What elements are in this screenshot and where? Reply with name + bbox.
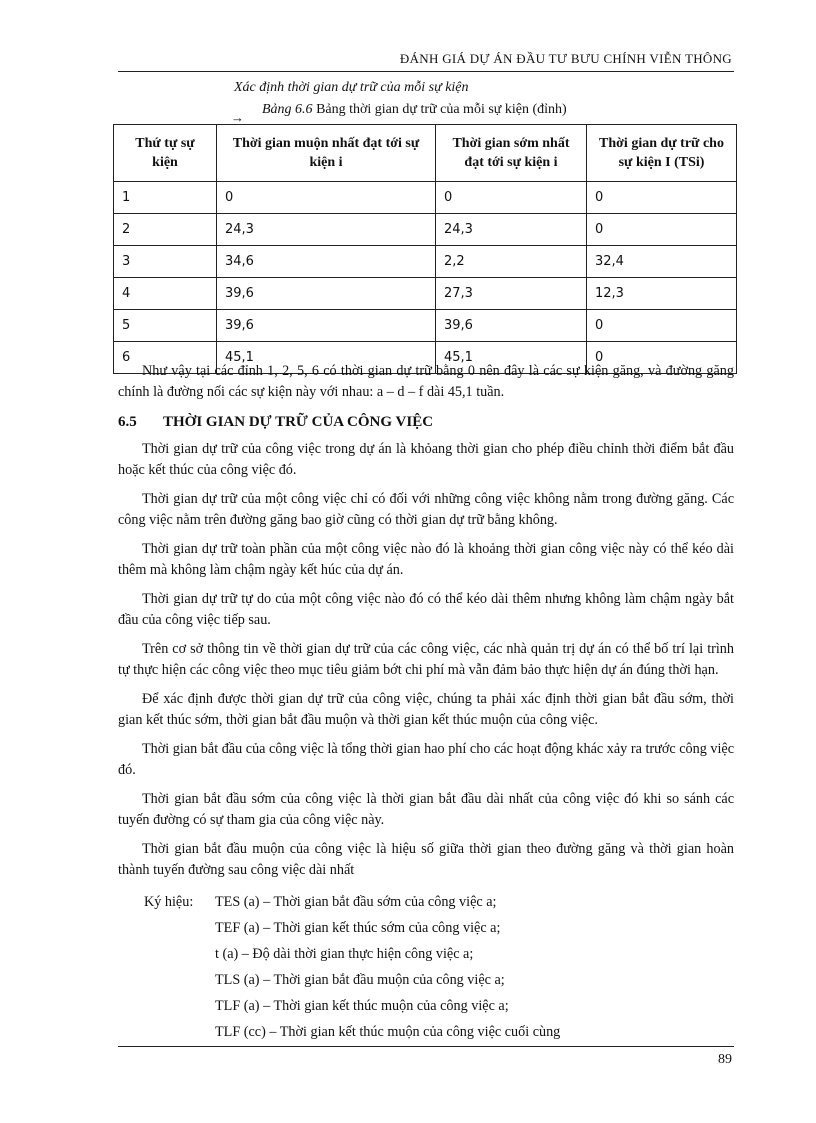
paragraph: Để xác định được thời gian dự trữ của công việc, chúng ta phải xác định thời gian bắt đầu sớm, thời gian kết thúc sớm, thời gian bắt đầu muộn và thời gian kết thúc muộn của công việc. — [118, 691, 734, 728]
notation-row — [118, 967, 734, 993]
page-number: 89 — [718, 1052, 732, 1067]
header-earliest-time: Thời gian sớm nhất đạt tới sự kiện i — [436, 125, 587, 182]
table-row — [114, 278, 737, 310]
cell-earliest: 39,6 — [436, 310, 587, 342]
table-caption-text: Bảng thời gian dự trữ của mỗi sự kiện (đỉnh) — [316, 102, 567, 117]
notation-row — [118, 1019, 734, 1045]
cell-event: 6 — [114, 342, 217, 374]
paragraph: Thời gian bắt đầu của công việc là tổng thời gian hao phí cho các hoạt động khác xảy ra trước công việc đó. — [118, 741, 734, 778]
notation-item: TLF (a) – Thời gian kết thúc muộn của công việc a; — [215, 997, 509, 1014]
cell-reserve: 12,3 — [587, 278, 737, 310]
header-reserve-time: Thời gian dự trữ cho sự kiện I (TSi) — [587, 125, 737, 182]
paragraph: Thời gian dự trữ của công việc trong dự án là khỏang thời gian cho phép điều chỉnh thời điểm bắt đầu hoặc kết thúc của công việc đó. — [118, 441, 734, 478]
notation-item: TES (a) – Thời gian bắt đầu sớm của công việc a; — [215, 893, 497, 910]
header-rule — [118, 71, 734, 72]
paragraph: Thời gian dự trữ của một công việc chỉ có đối với những công việc không nằm trong đường găng. Các công việc nằm trên đường găng bao giờ cũng có thời gian dự trữ bằng không. — [118, 491, 734, 528]
cell-event: 4 — [114, 278, 217, 310]
subheading-italic: Xác định thời gian dự trữ của mỗi sự kiện — [234, 80, 469, 95]
paragraph-after-table: Như vậy tại các đỉnh 1, 2, 5, 6 có thời gian dự trữ bằng 0 nên đây là các sự kiện găng, và đường găng chính là đường nối các sự kiện này với nhau: a – d – f dài 45,1 tuần. — [118, 363, 734, 400]
cell-reserve: 0 — [587, 342, 737, 374]
cell-latest: 0 — [217, 182, 436, 214]
cell-latest: 34,6 — [217, 246, 436, 278]
cell-latest: 45,1 — [217, 342, 436, 374]
notation-label: Ký hiệu: — [144, 893, 194, 910]
paragraph: Thời gian bắt đầu muộn của công việc là hiệu số giữa thời gian theo đường găng và thời gian hoàn thành tuyến đường sau công việc dài nhất — [118, 841, 734, 878]
table-caption — [262, 102, 567, 118]
paragraph: Thời gian dự trữ toàn phần của một công việc nào đó là khoảng thời gian công việc này có thể kéo dài thêm mà không làm chậm ngày kết húc của dự án. — [118, 541, 734, 578]
section-number: 6.5 — [118, 414, 137, 430]
reserve-time-table — [113, 124, 737, 374]
cell-event: 5 — [114, 310, 217, 342]
cell-reserve: 0 — [587, 310, 737, 342]
table-row — [114, 182, 737, 214]
cell-reserve: 32,4 — [587, 246, 737, 278]
cell-reserve: 0 — [587, 214, 737, 246]
notation-row — [118, 889, 734, 915]
table-row — [114, 310, 737, 342]
table-row — [114, 246, 737, 278]
cell-earliest: 45,1 — [436, 342, 587, 374]
notation-item: TLF (cc) – Thời gian kết thúc muộn của công việc cuối cùng — [215, 1023, 561, 1040]
cell-latest: 39,6 — [217, 310, 436, 342]
table-row — [114, 214, 737, 246]
cell-event: 1 — [114, 182, 217, 214]
notation-item: TLS (a) – Thời gian bắt đầu muộn của công việc a; — [215, 971, 505, 988]
notation-row — [118, 941, 734, 967]
cell-earliest: 2,2 — [436, 246, 587, 278]
arrow-icon: → — [231, 110, 244, 125]
cell-earliest: 0 — [436, 182, 587, 214]
cell-reserve: 0 — [587, 182, 737, 214]
header-event-order: Thứ tự sự kiện — [114, 125, 217, 182]
notation-item: TEF (a) – Thời gian kết thúc sớm của công việc a; — [215, 919, 501, 936]
notation-row — [118, 993, 734, 1019]
paragraph: Trên cơ sở thông tin về thời gian dự trữ của các công việc, các nhà quản trị dự án có thể bố trí lại trình tự thực hiện các công việc theo mục tiêu giảm bớt chi phí mà vẫn đảm bảo thực hiện dự án đúng thời hạn. — [118, 641, 734, 678]
cell-latest: 24,3 — [217, 214, 436, 246]
notation-item: t (a) – Độ dài thời gian thực hiện công việc a; — [215, 945, 474, 962]
table-header-row — [114, 125, 737, 182]
running-header: ĐÁNH GIÁ DỰ ÁN ĐẦU TƯ BƯU CHÍNH VIỄN THÔNG — [399, 51, 732, 66]
notation-list — [118, 889, 734, 1045]
section-heading — [118, 412, 734, 433]
cell-event: 2 — [114, 214, 217, 246]
cell-earliest: 24,3 — [436, 214, 587, 246]
paragraph: Thời gian dự trữ tự do của một công việc nào đó có thể kéo dài thêm nhưng không làm chậm ngày bắt đầu của công việc tiếp sau. — [118, 591, 734, 628]
notation-row — [118, 915, 734, 941]
section-title: THỜI GIAN DỰ TRỮ CỦA CÔNG VIỆC — [163, 414, 434, 430]
table-caption-label: Bảng 6.6 — [262, 102, 313, 117]
body-content — [118, 361, 734, 1045]
footer-rule — [118, 1046, 734, 1047]
cell-earliest: 27,3 — [436, 278, 587, 310]
header-latest-time: Thời gian muộn nhất đạt tới sự kiện i — [217, 125, 436, 182]
cell-event: 3 — [114, 246, 217, 278]
cell-latest: 39,6 — [217, 278, 436, 310]
paragraph: Thời gian bắt đầu sớm của công việc là thời gian bắt đầu dài nhất của công việc đó khi so sánh các tuyến đường có sự tham gia của công việc này. — [118, 791, 734, 828]
